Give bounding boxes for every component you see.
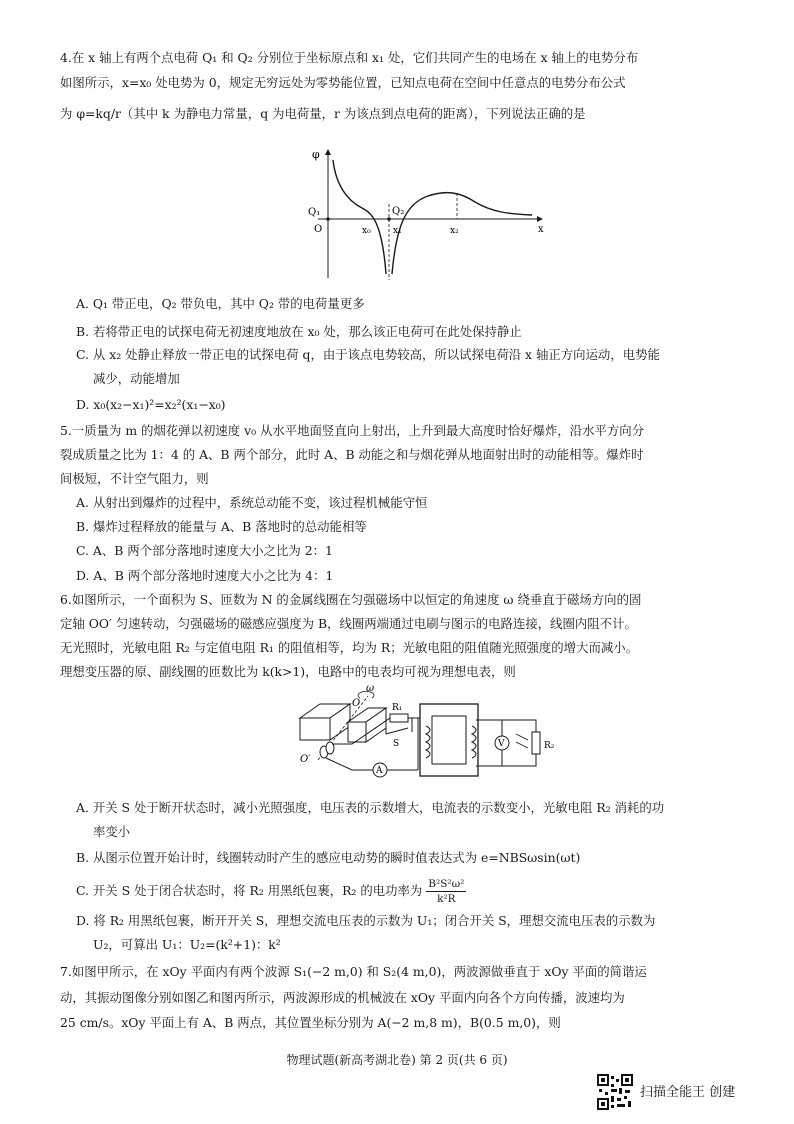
curve-left xyxy=(333,160,386,274)
primary-coil xyxy=(426,726,430,758)
switch-s xyxy=(386,728,408,734)
q4-stem-line1: 4.在 x 轴上有两个点电荷 Q₁ 和 Q₂ 分别位于坐标原点和 x₁ 处，它们共同产生的电场在 x 轴上的电势分布 xyxy=(60,50,639,65)
scanner-watermark-text: 扫描全能王 创建 xyxy=(640,1085,736,1100)
ammeter-label: A xyxy=(376,766,383,776)
q4-option-d: D. x₀(x₂−x₁)²=x₂²(x₁−x₀) xyxy=(76,397,226,412)
omega-label: ω xyxy=(366,683,375,694)
r2-label: R₂ xyxy=(544,741,555,751)
light-arrow-1 xyxy=(516,734,528,740)
q5-option-d: D. A、B 两个部分落地时速度大小之比为 4：1 xyxy=(76,568,334,583)
q7-stem-line2: 动，其振动图像分别如图乙和图丙所示，两波源形成的机械波在 xOy 平面内向各个方向传播，波速均为 xyxy=(60,990,625,1005)
r1-label: R₁ xyxy=(392,703,403,713)
x0-label: x₀ xyxy=(362,226,371,236)
q5-stem-line1: 5.一质量为 m 的烟花弹以初速度 v₀ 从水平地面竖直向上射出，上升到最大高度时恰好爆炸，沿水平方向分 xyxy=(60,423,645,438)
q6-option-c-fraction xyxy=(426,879,466,904)
q4-option-c-line2: 减少，动能增加 xyxy=(93,371,180,386)
q2-label: Q₂ xyxy=(392,206,405,217)
magnet-right-front xyxy=(348,722,366,742)
potential-graph xyxy=(300,146,550,284)
q6-stem-line3: 无光照时，光敏电阻 R₂ 与定值电阻 R₁ 的阻值相等，均为 R；光敏电阻的阻值随光照强度的增大而减小。 xyxy=(60,640,639,655)
light-arrow-2 xyxy=(516,742,528,748)
wire-bottom xyxy=(326,758,418,770)
q6-stem-line4: 理想变压器的原、副线圈的匝数比为 k(k>1)，电路中的电表均可视为理想电表，则 xyxy=(60,664,516,679)
origin-label: O xyxy=(314,224,323,235)
q6-option-a-line1: A. 开关 S 处于断开状态时，减小光照强度，电压表的示数增大，电流表的示数变小，光敏电阻 R₂ 消耗的功 xyxy=(76,800,665,815)
q5-stem-line3: 间极短，不计空气阻力，则 xyxy=(60,471,209,486)
q6-option-a-line2: 率变小 xyxy=(93,824,131,839)
q4-option-a: A. Q₁ 带正电，Q₂ 带负电，其中 Q₂ 带的电荷量更多 xyxy=(76,296,365,311)
q6-stem-line2: 定轴 OO′ 匀速转动，匀强磁场的磁感应强度为 B，线圈两端通过电刷与图示的电路连接，线圈内阻不计。 xyxy=(60,616,637,631)
generator-circuit-figure xyxy=(290,682,570,792)
q4-option-c-line1: C. 从 x₂ 处静止释放一带正电的试探电荷 q，由于该点电势较高，所以试探电荷沿 x 轴正方向运动，电势能 xyxy=(76,347,660,362)
x1-label: x₁ xyxy=(393,226,402,236)
axis-o-label: O xyxy=(352,698,361,709)
page-footer: 物理试题(新高考湖北卷) 第 2 页(共 6 页) xyxy=(286,1053,508,1067)
transformer-core-inner xyxy=(432,716,466,764)
curve-right xyxy=(392,193,532,274)
q7-stem-line1: 7.如图甲所示，在 xOy 平面内有两个波源 S₁(−2 m,0) 和 S₂(4 m,0)，两波源做垂直于 xOy 平面的简谐运 xyxy=(60,964,647,979)
q1-dot xyxy=(326,217,330,221)
q6-option-c-text: C. 开关 S 处于闭合状态时，将 R₂ 用黑纸包裹，R₂ 的电功率为 xyxy=(76,883,423,899)
q6-stem-line1: 6.如图所示，一个面积为 S、匝数为 N 的金属线圈在匀强磁场中以恒定的角速度 ω 绕垂直于磁场方向的固 xyxy=(60,592,642,607)
q5-option-c: C. A、B 两个部分落地时速度大小之比为 2：1 xyxy=(76,543,333,558)
q6-option-c xyxy=(76,879,466,904)
resistor-r1 xyxy=(390,714,408,722)
voltmeter-label: V xyxy=(498,739,505,749)
q1-label: Q₁ xyxy=(308,207,321,218)
q4-stem-line3: 为 φ=kq/r（其中 k 为静电力常量，q 为电荷量，r 为该点到点电荷的距离），下列说法正确的是 xyxy=(60,106,586,121)
x2-label: x₂ xyxy=(450,226,459,236)
q5-stem-line2: 裂成质量之比为 1：4 的 A、B 两个部分，此时 A、B 动能之和与烟花弹从地面射出时的动能相等。爆炸时 xyxy=(60,447,644,462)
phi-label: φ xyxy=(312,148,320,161)
q4-stem-line2: 如图所示，x=x₀ 处电势为 0，规定无穷远处为零势能位置，已知点电荷在空间中任意点的电势分布公式 xyxy=(60,75,626,90)
q6-option-d-line1: D. 将 R₂ 用黑纸包裹，断开开关 S，理想交流电压表的示数为 U₁；闭合开关 S，理想交流电压表的示数为 xyxy=(76,913,656,928)
axis-oprime-label: O′ xyxy=(300,754,311,765)
switch-label: S xyxy=(393,739,400,749)
q7-stem-line3: 25 cm/s。xOy 平面上有 A、B 两点，其位置坐标分别为 A(−2 m,8 m)，B(0.5 m,0)，则 xyxy=(60,1015,561,1030)
q6-option-c-denominator: k²R xyxy=(437,892,456,905)
q6-option-b: B. 从图示位置开始计时，线圈转动时产生的感应电动势的瞬时值表达式为 e=NBSωsin(ωt) xyxy=(76,850,581,865)
x-label: x xyxy=(538,224,544,235)
q2-dot xyxy=(387,217,391,221)
q5-option-a: A. 从射出到爆炸的过程中，系统总动能不变，该过程机械能守恒 xyxy=(76,495,428,510)
photoresistor-r2 xyxy=(532,732,540,754)
q6-option-c-numerator: B²S²ω² xyxy=(428,878,465,890)
qr-code-icon xyxy=(597,1074,633,1110)
magnet-left-front xyxy=(300,718,330,740)
q6-option-d-line2: U₂，可算出 U₁：U₂=(k²+1)：k² xyxy=(93,937,281,952)
secondary-coil xyxy=(472,726,476,758)
q4-option-b: B. 若将带正电的试探电荷无初速度地放在 x₀ 处，那么该正电荷可在此处保持静止 xyxy=(76,324,522,339)
q5-option-b: B. 爆炸过程释放的能量与 A、B 落地时的总动能相等 xyxy=(76,519,367,534)
